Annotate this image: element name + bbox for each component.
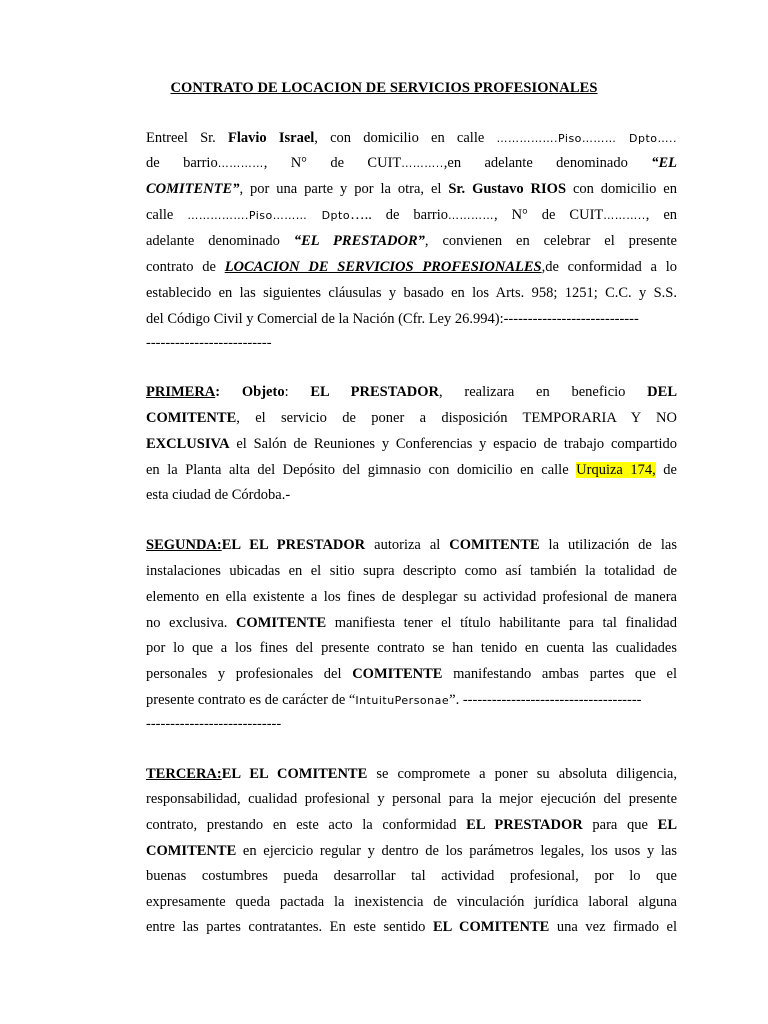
document-title: CONTRATO DE LOCACION DE SERVICIOS PROFESIONALES xyxy=(170,80,598,96)
tercera-line-6: expresamente queda pactada la inexistencia de vinculación jurídica laboral alguna xyxy=(146,894,677,910)
segunda-line-5: por lo que a los fines del presente contrato se han tenido en cuenta las cualidades xyxy=(146,640,677,656)
primera-line-4: en la Planta alta del Depósito del gimnasio con domicilio en calle Urquiza 174, de xyxy=(146,462,677,478)
intro-line-4: calle …………….Piso……… Dpto….. de barrio…………, N° de CUIT……….., en xyxy=(146,207,677,223)
primera-line-5: esta ciudad de Córdoba.- xyxy=(146,487,291,503)
highlighted-address: Urquiza 174, xyxy=(576,462,656,478)
tercera-line-1: TERCERA:EL EL COMITENTE se compromete a poner su absoluta diligencia, xyxy=(146,766,677,782)
segunda-line-4: no exclusiva. COMITENTE manifiesta tener el título habilitante para tal finalidad xyxy=(146,615,677,631)
intro-line-8: del Código Civil y Comercial de la Nación (Cfr. Ley 26.994):---------------------------- xyxy=(146,311,639,327)
tercera-line-7: entre las partes contratantes. En este sentido EL COMITENTE una vez firmado el xyxy=(146,919,677,935)
tercera-line-2: responsabilidad, cualidad profesional y personal para la mejor ejecución del presente xyxy=(146,791,677,807)
tercera-line-3: contrato, prestando en este acto la conformidad EL PRESTADOR para que EL xyxy=(146,817,677,833)
name-gustavo-rios: Sr. Gustavo RIOS xyxy=(448,181,567,197)
intro-line-3: COMITENTE”, por una parte y por la otra, el Sr. Gustavo RIOS con domicilio en xyxy=(146,181,677,197)
primera-line-3: EXCLUSIVA el Salón de Reuniones y Conferencias y espacio de trabajo compartido xyxy=(146,436,677,452)
intro-line-2: de barrio…………, N° de CUIT………..,en adelante denominado “EL xyxy=(146,155,677,171)
segunda-line-2: instalaciones ubicadas en el sitio supra descripto como así también la totalidad de xyxy=(146,563,677,579)
primera-line-1: PRIMERA: Objeto: EL PRESTADOR, realizara en beneficio DEL xyxy=(146,384,677,400)
segunda-line-3: elemento en ella existente a los fines de desplegar su actividad profesional de manera xyxy=(146,589,677,605)
intro-line-5: adelante denominado “EL PRESTADOR”, convienen en celebrar el presente xyxy=(146,233,677,249)
clause-heading-primera: PRIMERA xyxy=(146,384,216,400)
segunda-line-1: SEGUNDA:EL EL PRESTADOR autoriza al COMITENTE la utilización de las xyxy=(146,537,677,553)
segunda-line-8: ---------------------------- xyxy=(146,716,282,732)
intro-line-7: establecido en las siguientes cláusulas y basado en los Arts. 958; 1251; C.C. y S.S. xyxy=(146,285,677,301)
name-flavio-israel: Flavio Israel xyxy=(227,130,315,146)
clause-heading-segunda: SEGUNDA: xyxy=(146,537,222,553)
intro-line-1: Entreel Sr. Flavio Israel, con domicilio en calle …………….Piso……… Dpto….. xyxy=(146,130,677,146)
primera-line-2: COMITENTE, el servicio de poner a disposición TEMPORARIA Y NO xyxy=(146,410,677,426)
intro-line-6: contrato de LOCACION DE SERVICIOS PROFESIONALES,de conformidad a lo xyxy=(146,259,677,275)
clause-heading-tercera: TERCERA: xyxy=(146,766,222,782)
segunda-line-7: presente contrato es de carácter de “IntuituPersonae”. ------------------------------------- xyxy=(146,692,642,708)
intro-line-9: -------------------------- xyxy=(146,335,272,351)
segunda-line-6: personales y profesionales del COMITENTE manifestando ambas partes que el xyxy=(146,666,677,682)
tercera-line-4: COMITENTE en ejercicio regular y dentro de los parámetros legales, los usos y las xyxy=(146,843,677,859)
tercera-line-5: buenas costumbres pueda desarrollar tal actividad profesional, por lo que xyxy=(146,868,677,884)
